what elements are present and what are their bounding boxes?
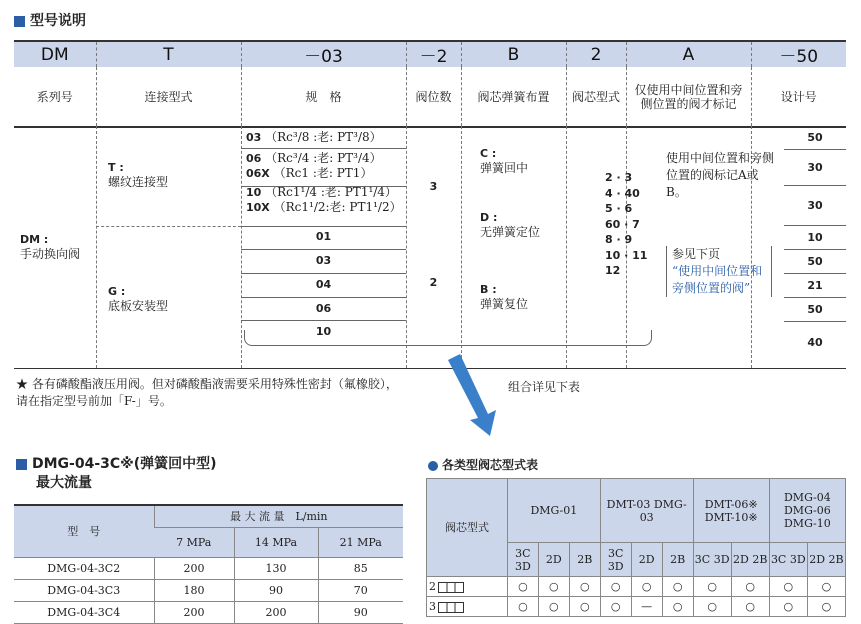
label-positions: 阀位数 xyxy=(406,67,461,127)
positions-subplate: 2 xyxy=(429,276,438,289)
connection-threaded: T : 螺纹连接型 xyxy=(108,161,169,189)
spool-subcol: 2D 2B xyxy=(807,543,845,577)
code-spring: B xyxy=(461,41,566,67)
connection-subplate: G : 底板安装型 xyxy=(108,285,169,313)
label-spool: 阀芯型式 xyxy=(566,67,626,127)
mark-reference: 参见下页 “使用中间位置和旁侧位置的阀” xyxy=(666,246,772,297)
label-series: 系列号 xyxy=(14,67,96,127)
spool-group: DMT-03 DMG-03 xyxy=(600,479,693,543)
size-item: 06 （Rc³/4 :老: PT³/4） xyxy=(246,151,382,165)
flow-col-model: 型 号 xyxy=(14,505,154,557)
max-flow-table xyxy=(14,504,403,624)
spool-subcol: 2D 2B xyxy=(731,543,769,577)
size-list-threaded xyxy=(246,130,406,215)
spring-offset: B : 弹簧复位 xyxy=(480,283,529,311)
spool-code-list: 2 · 3 4 · 40 5 · 6 60 · 7 8 · 9 10 · 11 12 xyxy=(605,171,648,277)
spool-subcol: 3C 3D xyxy=(507,543,538,577)
series-cell: DM : 手动换向阀 xyxy=(20,233,81,261)
size-item: 03 （Rc³/8 :老: PT³/8） xyxy=(246,130,382,144)
code-connection: T xyxy=(96,41,241,67)
flow-col-flow: 最 大 流 量 L/min xyxy=(154,505,403,527)
model-code-table xyxy=(14,40,846,128)
code-mark: A xyxy=(626,41,751,67)
table-row: 3 ○ ○ ○ ○ — ○ ○ ○ ○ ○ xyxy=(427,597,846,617)
spring-detent: D : 无弹簧定位 xyxy=(480,211,541,239)
divider xyxy=(241,297,406,298)
divider xyxy=(241,320,406,321)
size-item: 03 xyxy=(315,254,332,267)
divider xyxy=(241,226,406,227)
divider xyxy=(241,249,406,250)
size-item: 10X （Rc1¹/2:老: PT1¹/2） xyxy=(246,200,402,214)
label-mark: 仅使用中间位置和旁侧位置的阀才标记 xyxy=(626,67,751,127)
spool-subcol: 2B xyxy=(662,543,693,577)
size-item: 10 （Rc1¹/4 :老: PT1¹/4） xyxy=(246,185,397,199)
flow-col-pressure: 7 MPa xyxy=(154,527,234,557)
design-number-column: 50 30 30 10 50 21 50 40 xyxy=(784,126,846,364)
flow-section-title: DMG-04-3C※(弹簧回中型) 最大流量 xyxy=(16,455,217,493)
combination-note: 组合详见下表 xyxy=(508,380,581,394)
code-design: －50 xyxy=(751,41,846,67)
spool-col-type: 阀芯型式 xyxy=(427,479,508,577)
spool-section-title: 各类型阀芯型式表 xyxy=(428,456,538,473)
spool-group: DMG-01 xyxy=(507,479,600,543)
circle-bullet-icon xyxy=(428,461,438,471)
flow-col-pressure: 14 MPa xyxy=(234,527,318,557)
spool-subcol: 3C 3D xyxy=(600,543,631,577)
divider xyxy=(241,186,406,187)
square-bullet-icon xyxy=(14,16,25,27)
spool-subcol: 3C 3D xyxy=(769,543,807,577)
section-title: 型号说明 xyxy=(14,10,86,30)
spool-symbol-icon xyxy=(438,602,464,613)
square-bullet-icon xyxy=(16,459,27,470)
footnote: ★ 各有磷酸酯液压用阀。但对磷酸酯液需要采用特殊性密封（氟橡胶），请在指定型号前加「F-」号。 xyxy=(16,377,398,408)
spool-subcol: 2D xyxy=(631,543,662,577)
spool-subcol: 2D xyxy=(538,543,569,577)
combination-bracket xyxy=(244,330,652,346)
label-size: 规 格 xyxy=(241,67,406,127)
spool-subcol: 3C 3D xyxy=(693,543,731,577)
spool-symbol-icon xyxy=(438,582,464,593)
spool-subcol: 2B xyxy=(569,543,600,577)
size-item: 01 xyxy=(315,230,332,243)
flow-col-pressure: 21 MPa xyxy=(318,527,403,557)
size-item: 04 xyxy=(315,278,332,291)
size-item: 06X （Rc1 :老: PT1） xyxy=(246,166,373,180)
table-row: 2 ○ ○ ○ ○ ○ ○ ○ ○ ○ ○ xyxy=(427,577,846,597)
table-row: DMG-04-3C3 180 90 70 xyxy=(14,579,403,601)
mark-note: 使用中间位置和旁侧位置的阀标记A或B。 xyxy=(666,151,775,199)
positions-threaded: 3 xyxy=(429,180,438,193)
spring-centered: C : 弹簧回中 xyxy=(480,147,529,175)
code-series: DM xyxy=(14,41,96,67)
size-item: 06 xyxy=(315,302,332,315)
spool-group: DMG-04 DMG-06 DMG-10 xyxy=(769,479,845,543)
table-row: DMG-04-3C2 200 130 85 xyxy=(14,557,403,579)
arrow-down-icon xyxy=(440,352,500,442)
divider xyxy=(96,226,241,227)
table-bottom-rule xyxy=(14,368,846,369)
divider xyxy=(96,126,97,368)
divider xyxy=(241,273,406,274)
label-design: 设计号 xyxy=(751,67,846,127)
spool-type-table xyxy=(426,478,846,617)
divider xyxy=(241,148,406,149)
label-connection: 连接型式 xyxy=(96,67,241,127)
label-spring: 阀芯弹簧布置 xyxy=(461,67,566,127)
code-size: －03 xyxy=(241,41,406,67)
spool-group: DMT-06※ DMT-10※ xyxy=(693,479,769,543)
code-positions: －2 xyxy=(406,41,461,67)
size-item: 10 xyxy=(315,325,332,338)
mark-reference-link[interactable]: “使用中间位置和旁侧位置的阀” xyxy=(672,264,763,295)
code-spool: 2 xyxy=(566,41,626,67)
table-row: DMG-04-3C4 200 200 90 xyxy=(14,601,403,623)
